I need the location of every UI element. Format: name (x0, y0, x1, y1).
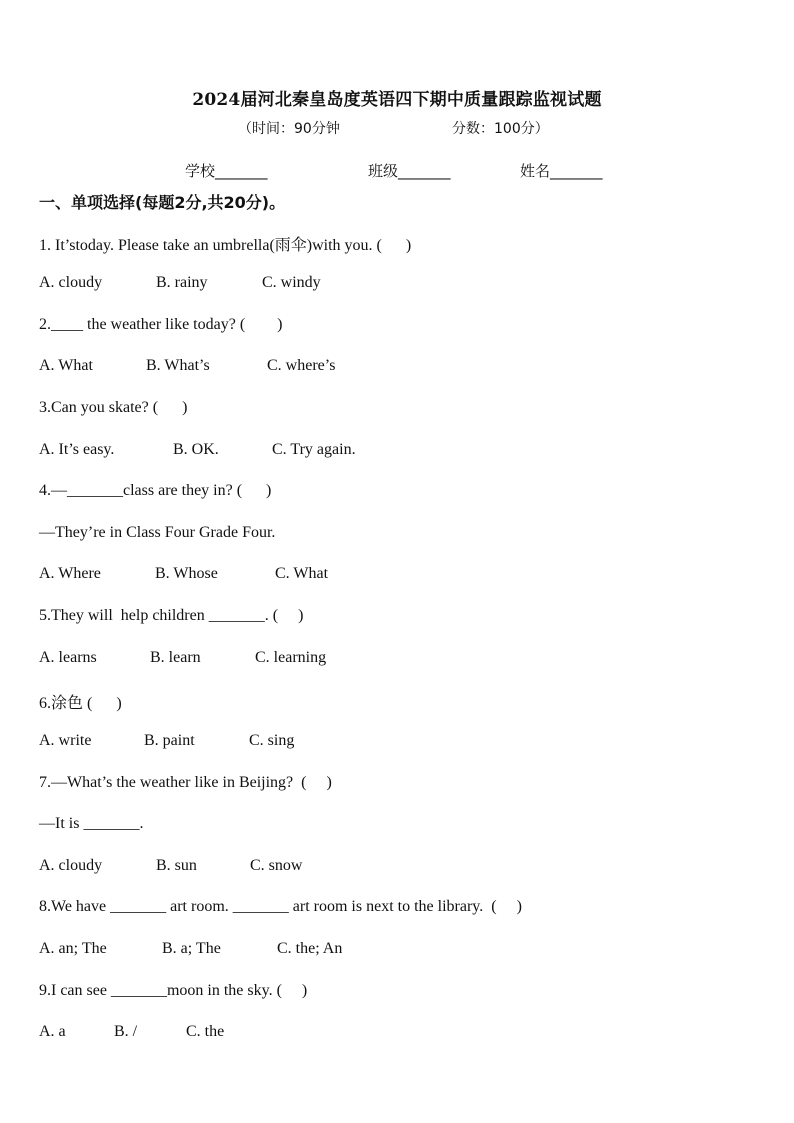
q2-option-c: C. where’s (267, 357, 336, 374)
q2-option-b: B. What’s (146, 357, 210, 374)
question-7-answer-line: —It is _______. (39, 815, 144, 832)
q5-option-c: C. learning (255, 649, 327, 666)
q3-option-b: B. OK. (173, 441, 219, 458)
question-4: 4.—_______class are they in? ( ) (39, 482, 272, 499)
q3-option-c: C. Try again. (272, 441, 356, 458)
question-6: 6.涂色 ( ) (39, 695, 122, 712)
q7-option-c: C. snow (250, 857, 303, 874)
q2-option-a: A. What (39, 357, 93, 374)
q7-option-a: A. cloudy (39, 857, 103, 874)
q8-option-b: B. a; The (162, 940, 221, 957)
q8-option-a: A. an; The (39, 940, 107, 957)
q6-option-a: A. write (39, 732, 92, 749)
q4-option-b: B. Whose (155, 565, 218, 582)
question-7: 7.—What’s the weather like in Beijing? ( ) (39, 774, 332, 791)
q1-option-c: C. windy (262, 274, 321, 291)
q1-option-a: A. cloudy (39, 274, 103, 291)
q9-option-b: B. / (114, 1023, 138, 1040)
q4-option-c: C. What (275, 565, 329, 582)
q7-option-b: B. sun (156, 857, 197, 874)
name-field: 姓名_______ (520, 162, 603, 180)
question-3: 3.Can you skate? ( ) (39, 399, 188, 416)
question-4-answer-line: —They’re in Class Four Grade Four. (39, 524, 276, 541)
section-heading: 一、单项选择(每题2分,共20分)。 (39, 193, 286, 212)
exam-title: 2024届河北秦皇岛度英语四下期中质量跟踪监视试题 (192, 90, 602, 110)
q9-option-c: C. the (186, 1023, 225, 1040)
exam-time: （时间：90分钟 (238, 121, 340, 137)
question-2: 2.____ the weather like today? ( ) (39, 316, 283, 333)
q4-option-a: A. Where (39, 565, 101, 582)
exam-score: 分数：100分） (452, 121, 549, 137)
question-5: 5.They will help children _______. ( ) (39, 607, 304, 624)
q5-option-b: B. learn (150, 649, 201, 666)
q9-option-a: A. a (39, 1023, 66, 1040)
q1-option-b: B. rainy (156, 274, 208, 291)
q8-option-c: C. the; An (277, 940, 343, 957)
question-8: 8.We have _______ art room. _______ art room is next to the library. ( ) (39, 898, 522, 915)
school-field: 学校_______ (185, 162, 268, 180)
q6-option-c: C. sing (249, 732, 295, 749)
class-field: 班级_______ (368, 162, 451, 180)
q5-option-a: A. learns (39, 649, 97, 666)
question-9: 9.I can see _______moon in the sky. ( ) (39, 982, 308, 999)
q3-option-a: A. It’s easy. (39, 441, 115, 458)
question-1: 1. It’stoday. Please take an umbrella(雨伞)with you. ( ) (39, 237, 412, 254)
q6-option-b: B. paint (144, 732, 195, 749)
